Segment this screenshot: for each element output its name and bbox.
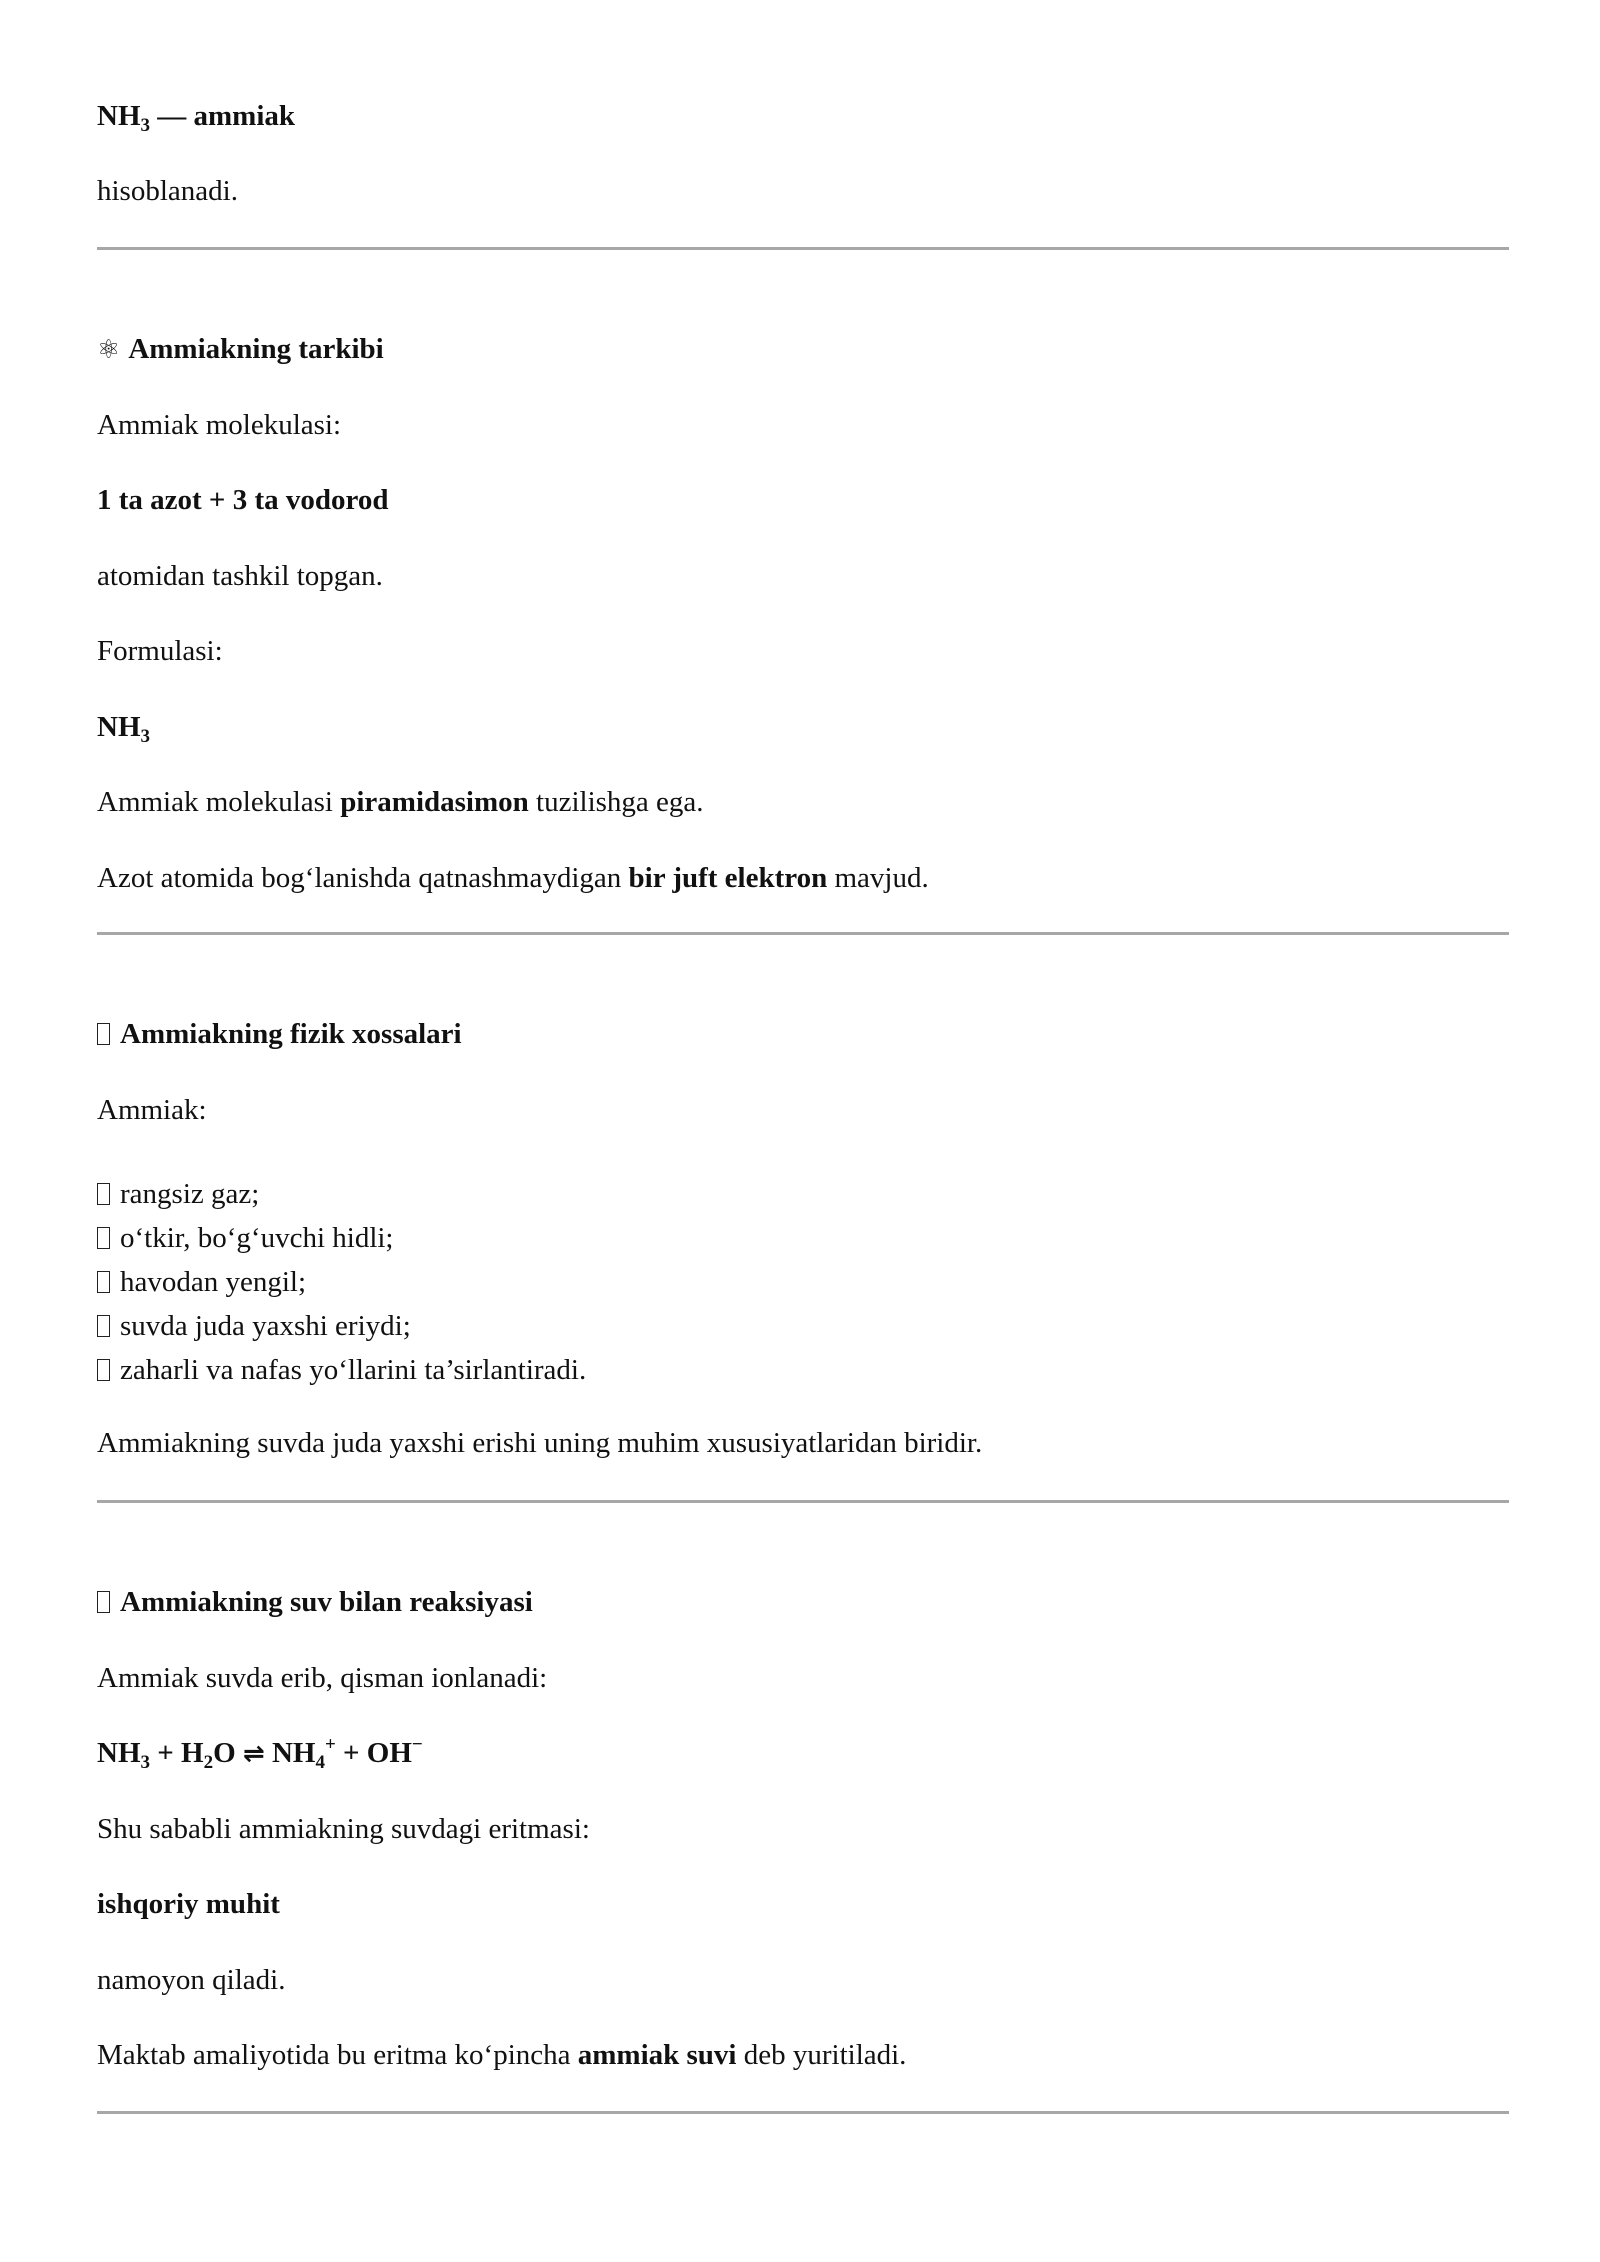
paragraph: Shu sababli ammiakning suvdagi eritmasi: (97, 1813, 590, 1845)
missing-glyph-icon (97, 1359, 110, 1381)
divider (97, 2111, 1509, 2114)
equilibrium-arrow-icon: ⇌ (242, 1739, 265, 1769)
properties-list (97, 1172, 586, 1392)
list-item: zaharli va nafas yo‘llarini ta’sirlantiradi. (97, 1348, 586, 1392)
intro-text: hisoblanadi. (97, 175, 238, 207)
paragraph: Ammiak: (97, 1094, 207, 1126)
paragraph: atomidan tashkil topgan. (97, 560, 383, 592)
paragraph: Formulasi: (97, 635, 223, 667)
paragraph: Azot atomida bog‘lanishda qatnashmaydigan bir juft elektron mavjud. (97, 862, 929, 894)
section-heading-physical: Ammiakning fizik xossalari (97, 1016, 462, 1052)
missing-glyph-icon (97, 1271, 110, 1293)
paragraph: Ammiak molekulasi piramidasimon tuzilishga ega. (97, 786, 704, 818)
list-item: rangsiz gaz; (97, 1172, 586, 1216)
paragraph: Maktab amaliyotida bu eritma ko‘pincha ammiak suvi deb yuritiladi. (97, 2039, 907, 2071)
section-heading-composition: ⚛ Ammiakning tarkibi (97, 331, 384, 368)
paragraph: Ammiakning suvda juda yaxshi erishi uning muhim xususiyatlaridan biridir. (97, 1427, 983, 1459)
intro-formula: $NH_3$ — ammiak (97, 100, 295, 136)
missing-glyph-icon (97, 1591, 110, 1613)
paragraph-bold: ishqoriy muhit (97, 1888, 280, 1920)
missing-glyph-icon (97, 1227, 110, 1249)
divider (97, 247, 1509, 250)
paragraph: namoyon qiladi. (97, 1964, 286, 1996)
divider (97, 932, 1509, 935)
paragraph: Ammiak suvda erib, qisman ionlanadi: (97, 1662, 548, 1694)
list-item: havodan yengil; (97, 1260, 586, 1304)
missing-glyph-icon (97, 1183, 110, 1205)
list-item: suvda juda yaxshi eriydi; (97, 1304, 586, 1348)
formula-nh3: $NH_3$ (97, 711, 150, 747)
section-heading-reaction: Ammiakning suv bilan reaksiyasi (97, 1584, 533, 1620)
atom-icon: ⚛ (97, 335, 121, 365)
missing-glyph-icon (97, 1315, 110, 1337)
paragraph: Ammiak molekulasi: (97, 409, 342, 441)
missing-glyph-icon (97, 1023, 110, 1045)
list-item: o‘tkir, bo‘g‘uvchi hidli; (97, 1216, 586, 1260)
divider (97, 1500, 1509, 1503)
reaction-equation: $NH_3 + H_2O$ ⇌ $NH_4^+ + OH^-$ (97, 1734, 423, 1773)
paragraph-bold: 1 ta azot + 3 ta vodorod (97, 484, 389, 516)
